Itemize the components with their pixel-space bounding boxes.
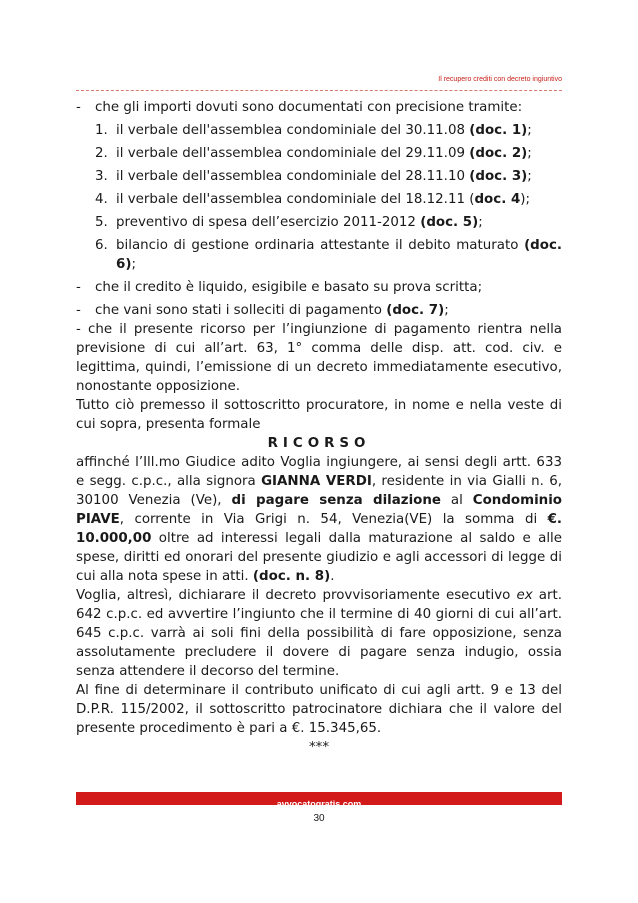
intro-item (76, 98, 562, 117)
text-run: , residente in via Gialli n. 6, 30100 Venezia (Ve), (76, 474, 562, 508)
running-header: Il recupero crediti con decreto ingiuntivo (438, 76, 562, 83)
document-list-item (95, 190, 562, 209)
header-divider (76, 90, 562, 91)
item-tail: ; (478, 215, 483, 230)
debtor-name: GIANNA VERDI (261, 474, 372, 489)
dash-marker: - (76, 100, 81, 115)
previsione-paragraph: - che il presente ricorso per l’ingiunzione di pagamento rientra nella previsione di cui all’art. 63, 1° comma delle disp. att. cod. civ. e legittima, quindi, l’emissione di un decreto immediatamente esecutivo, nonostante opposizione. (76, 322, 562, 394)
dash-item (76, 278, 562, 297)
document-list-item (95, 144, 562, 163)
item-text: il verbale dell'assemblea condominiale del 29.11.09 (116, 146, 470, 161)
item-tail: ; (527, 146, 532, 161)
dash-marker: - (76, 303, 81, 318)
claim-amount: €. 10.000,00 (76, 512, 562, 546)
footer-site-link[interactable]: avvocatogratis.com (276, 799, 362, 809)
affinche-paragraph (76, 453, 562, 586)
page-number: 30 (313, 813, 325, 824)
text-run: al (441, 493, 473, 508)
item-tail: ; (527, 169, 532, 184)
item-tail: ; (444, 303, 449, 318)
item-text: il verbale dell'assemblea condominiale del 28.11.10 (116, 169, 470, 184)
document-list (76, 121, 562, 274)
item-tail: ); (520, 192, 531, 207)
item-number: 3. (95, 169, 108, 184)
item-tail: ; (131, 257, 136, 272)
doc-reference: (doc. 6) (116, 238, 562, 272)
item-number: 4. (95, 192, 108, 207)
doc-reference: (doc. 7) (386, 303, 445, 318)
item-number: 5. (95, 215, 108, 230)
doc-reference: doc. 4 (474, 192, 521, 207)
page-body (76, 98, 562, 757)
doc-reference: (doc. 1) (469, 123, 528, 138)
ex-italic: ex (516, 588, 533, 603)
dash-text: che il credito è liquido, esigibile e basato su prova scritta; (95, 280, 483, 295)
senza-dilazione: di pagare senza dilazione (231, 493, 441, 508)
dash-text: che vani sono stati i solleciti di pagamento (95, 303, 387, 318)
ricorso-heading: RICORSO (267, 436, 371, 451)
text-run: , corrente in Via Grigi n. 54, Venezia(VE) la somma di (119, 512, 548, 527)
item-text: il verbale dell'assemblea condominiale del 18.12.11 ( (116, 192, 475, 207)
item-number: 1. (95, 123, 108, 138)
creditor-name: Condominio PIAVE (76, 493, 562, 527)
text-run: Voglia, altresì, dichiarare il decreto provvisoriamente esecutivo (76, 588, 517, 603)
item-text: bilancio di gestione ordinaria attestante il debito maturato (116, 238, 525, 253)
contributo-paragraph: Al fine di determinare il contributo unificato di cui agli artt. 9 e 13 del D.P.R. 115/2002, il sottoscritto patrocinatore dichiara che il valore del presente procedimento è pari a €. 15.345,65. (76, 683, 562, 736)
item-text: il verbale dell'assemblea condominiale del 30.11.08 (116, 123, 470, 138)
doc-reference: (doc. 5) (420, 215, 479, 230)
text-run: affinché l’Ill.mo Giudice adito Voglia ingiungere, ai sensi degli artt. 633 e segg. c.p.c., alla signora (76, 455, 562, 489)
text-run: . (330, 569, 335, 584)
document-list-item (95, 121, 562, 140)
document-list-item (95, 213, 562, 232)
item-text: preventivo di spesa dell’esercizio 2011-2012 (116, 215, 421, 230)
dash-marker: - (76, 280, 81, 295)
voglia-paragraph (76, 586, 562, 681)
section-separator: *** (308, 740, 330, 755)
intro-text: che gli importi dovuti sono documentati con precisione tramite: (95, 100, 523, 115)
item-tail: ; (527, 123, 532, 138)
dash-item (76, 301, 562, 320)
footer-bar (76, 792, 562, 809)
doc-reference: (doc. 3) (469, 169, 528, 184)
item-number: 6. (95, 238, 108, 253)
premesso-paragraph: Tutto ciò premesso il sottoscritto procuratore, in nome e nella veste di cui sopra, presenta formale (76, 398, 562, 432)
text-run: oltre ad interessi legali dalla maturazione al saldo e alle spese, diritti ed onorari del presente giudizio e agli accessori di legge di cui alla nota spese in atti. (76, 531, 562, 584)
doc-reference: (doc. n. 8) (252, 569, 331, 584)
document-list-item (95, 167, 562, 186)
item-number: 2. (95, 146, 108, 161)
text-run: art. 642 c.p.c. ed avvertire l’ingiunto che il termine di 40 giorni di cui all’art. 645 c.p.c. varrà ai soli fini della possibilità di fare opposizione, senza assolutamente precludere il dovere di pagare senza indugio, ossia senza attendere il decorso del termine. (76, 588, 562, 679)
doc-reference: (doc. 2) (469, 146, 528, 161)
document-list-item (95, 236, 562, 274)
